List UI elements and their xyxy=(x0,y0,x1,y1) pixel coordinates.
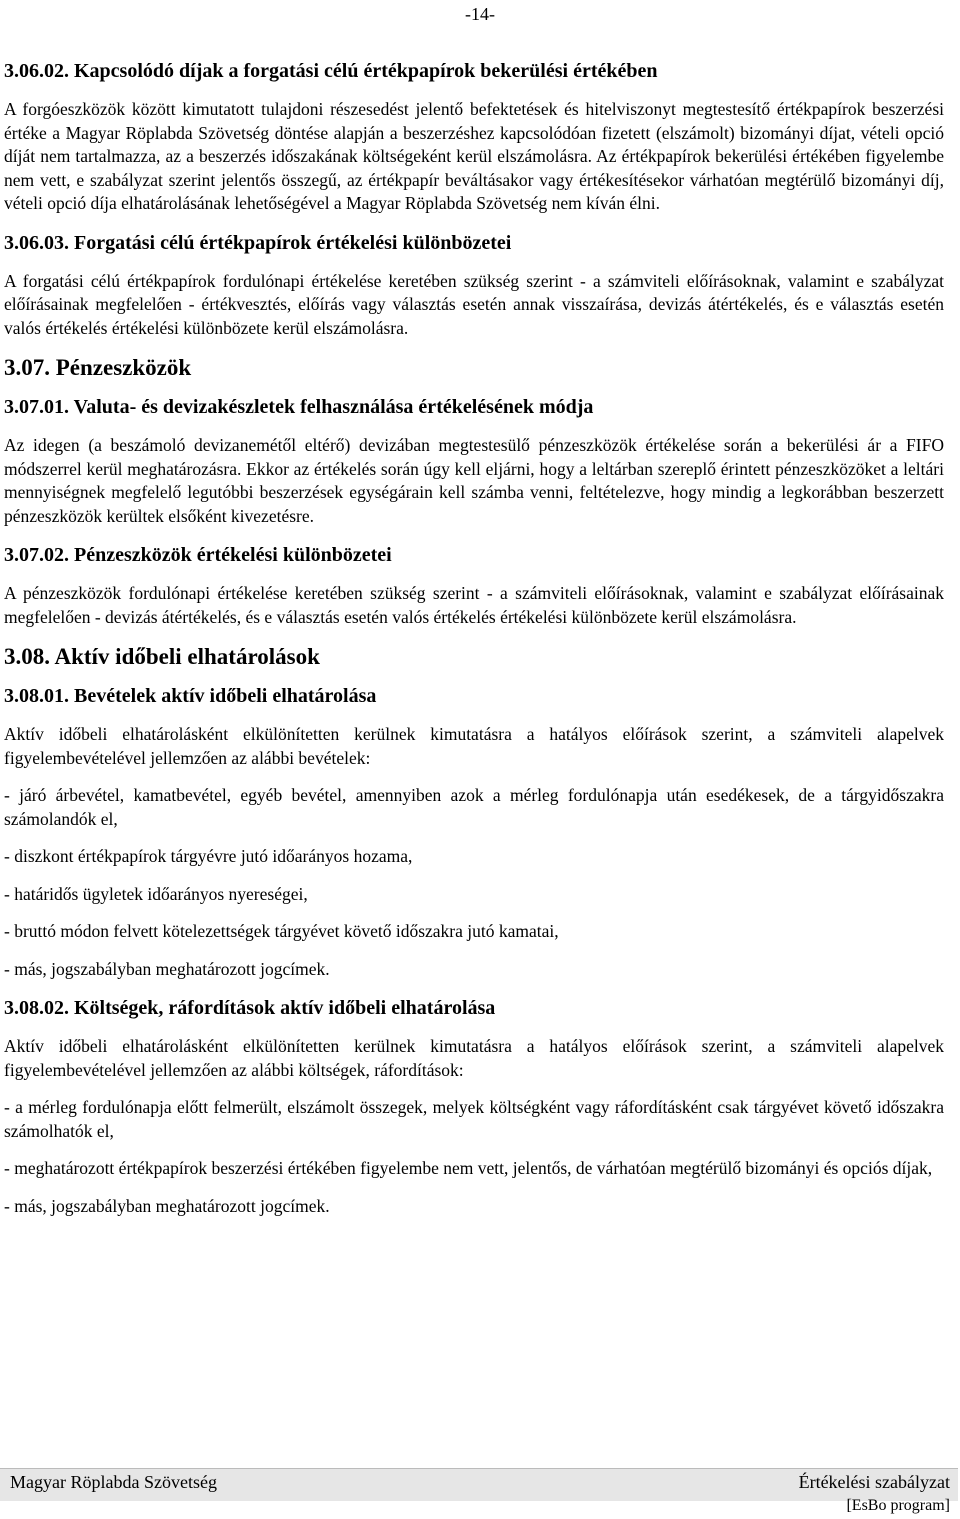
section-heading-3-08-02: 3.08.02. Költségek, ráfordítások aktív időbeli elhatárolása xyxy=(4,997,496,1019)
section-heading-3-08-01: 3.08.01. Bevételek aktív időbeli elhatárolása xyxy=(4,685,377,707)
paragraph: Aktív időbeli elhatárolásként elkülönítetten kerülnek kimutatásra a hatályos előírások szerint, a számviteli alapelvek figyelembevételével jellemzően az alábbi költségek, ráfordítások: xyxy=(4,1036,944,1080)
footer-program-tag: [EsBo program] xyxy=(846,1497,950,1514)
list-item: - határidős ügyletek időarányos nyereségei, xyxy=(4,883,308,904)
page-number: -14- xyxy=(465,4,495,24)
list-item: - bruttó módon felvett kötelezettségek tárgyévet követő időszakra jutó kamatai, xyxy=(4,921,559,941)
section-heading-3-07: 3.07. Pénzeszközök xyxy=(4,355,192,380)
paragraph: Az idegen (a beszámoló devizanemétől eltérő) devizában megtestesülő pénzeszközök értékelése során a bekerülési ár a FIFO módszerrel kerül meghatározásra. Ekkor az értékelés során úgy kell eljárni, hogy a leltárban szereplő érintett pénzeszközöket a leltári mennyiségnek megfelelő legutóbbi beszerzések egységárain kell számba venni, feltételezve, hogy mindig a legkorábban beszerzett pénzeszközök kerültek elsőként kivezetésre. xyxy=(4,435,944,526)
footer-document-title: Értékelési szabályzat xyxy=(798,1472,950,1492)
paragraph: Aktív időbeli elhatárolásként elkülönítetten kerülnek kimutatásra a hatályos előírások szerint, a számviteli alapelvek figyelembevételével jellemzően az alábbi bevételek: xyxy=(4,724,944,768)
list-item: - más, jogszabályban meghatározott jogcímek. xyxy=(4,958,330,979)
list-item: - meghatározott értékpapírok beszerzési értékében figyelembe nem vett, jelentős, de várhatóan megtérülő bizományi és opciós díjak, xyxy=(4,1158,933,1178)
footer-organization: Magyar Röplabda Szövetség xyxy=(10,1472,217,1492)
section-heading-3-06-02: 3.06.02. Kapcsolódó díjak a forgatási célú értékpapírok bekerülési értékében xyxy=(4,60,658,82)
section-heading-3-06-03: 3.06.03. Forgatási célú értékpapírok értékelési különbözetei xyxy=(4,231,512,254)
document-body xyxy=(4,58,944,1232)
list-item: - más, jogszabályban meghatározott jogcímek. xyxy=(4,1195,330,1216)
paragraph: A forgóeszközök között kimutatott tulajdoni részesedést jelentő befektetések és hitelviszonyt megtestesítő értékpapírok beszerzési értéke a Magyar Röplabda Szövetség döntése alapján a beszerzéshez kapcsolódóan fizetett (elszámolt) bizományi díjat, vételi opció díját nem tartalmazza, az a beszerzés időszakának költségeként kerül elszámolásra. Az értékpapírok bekerülési értékében figyelembe nem vett, e szabályzat szerint jelentős összegű, az értékpapír beváltásakor vagy értékesítésekor várhatóan megtérülő bizományi díj, vételi opció díja elhatárolásának lehetőségével a Magyar Röplabda Szövetség nem kíván élni. xyxy=(4,99,944,213)
section-heading-3-08: 3.08. Aktív időbeli elhatárolások xyxy=(4,644,320,669)
list-item: - a mérleg fordulónapja előtt felmerült, elszámolt összegek, melyek költségként vagy ráfordításként csak tárgyévet követő időszakra számolhatók el, xyxy=(4,1097,944,1141)
section-heading-3-07-01: 3.07.01. Valuta- és devizakészletek felhasználása értékelésének módja xyxy=(4,396,594,418)
paragraph: A forgatási célú értékpapírok fordulónapi értékelése keretében szükség szerint - a számviteli előírásoknak, valamint e szabályzat előírásainak megfelelően - értékvesztés, előírás vagy választás esetén annak visszaírása, devizás átértékelés, és e választás esetén valós értékelés értékelési különbözete kerül elszámolásra. xyxy=(4,270,944,338)
list-item: - járó árbevétel, kamatbevétel, egyéb bevétel, amennyiben azok a mérleg fordulónapja után esedékesek, de a tárgyidőszakra számolandók el, xyxy=(4,785,944,829)
list-item: - diszkont értékpapírok tárgyévre jutó időarányos hozama, xyxy=(4,846,413,866)
paragraph: A pénzeszközök fordulónapi értékelése keretében szükség szerint - a számviteli előírásoknak, valamint e szabályzat előírásainak megfelelően - devizás átértékelés, és e választás esetén valós értékelés értékelési különbözete kerül elszámolásra. xyxy=(4,583,944,627)
section-heading-3-07-02: 3.07.02. Pénzeszközök értékelési különbözetei xyxy=(4,544,392,566)
